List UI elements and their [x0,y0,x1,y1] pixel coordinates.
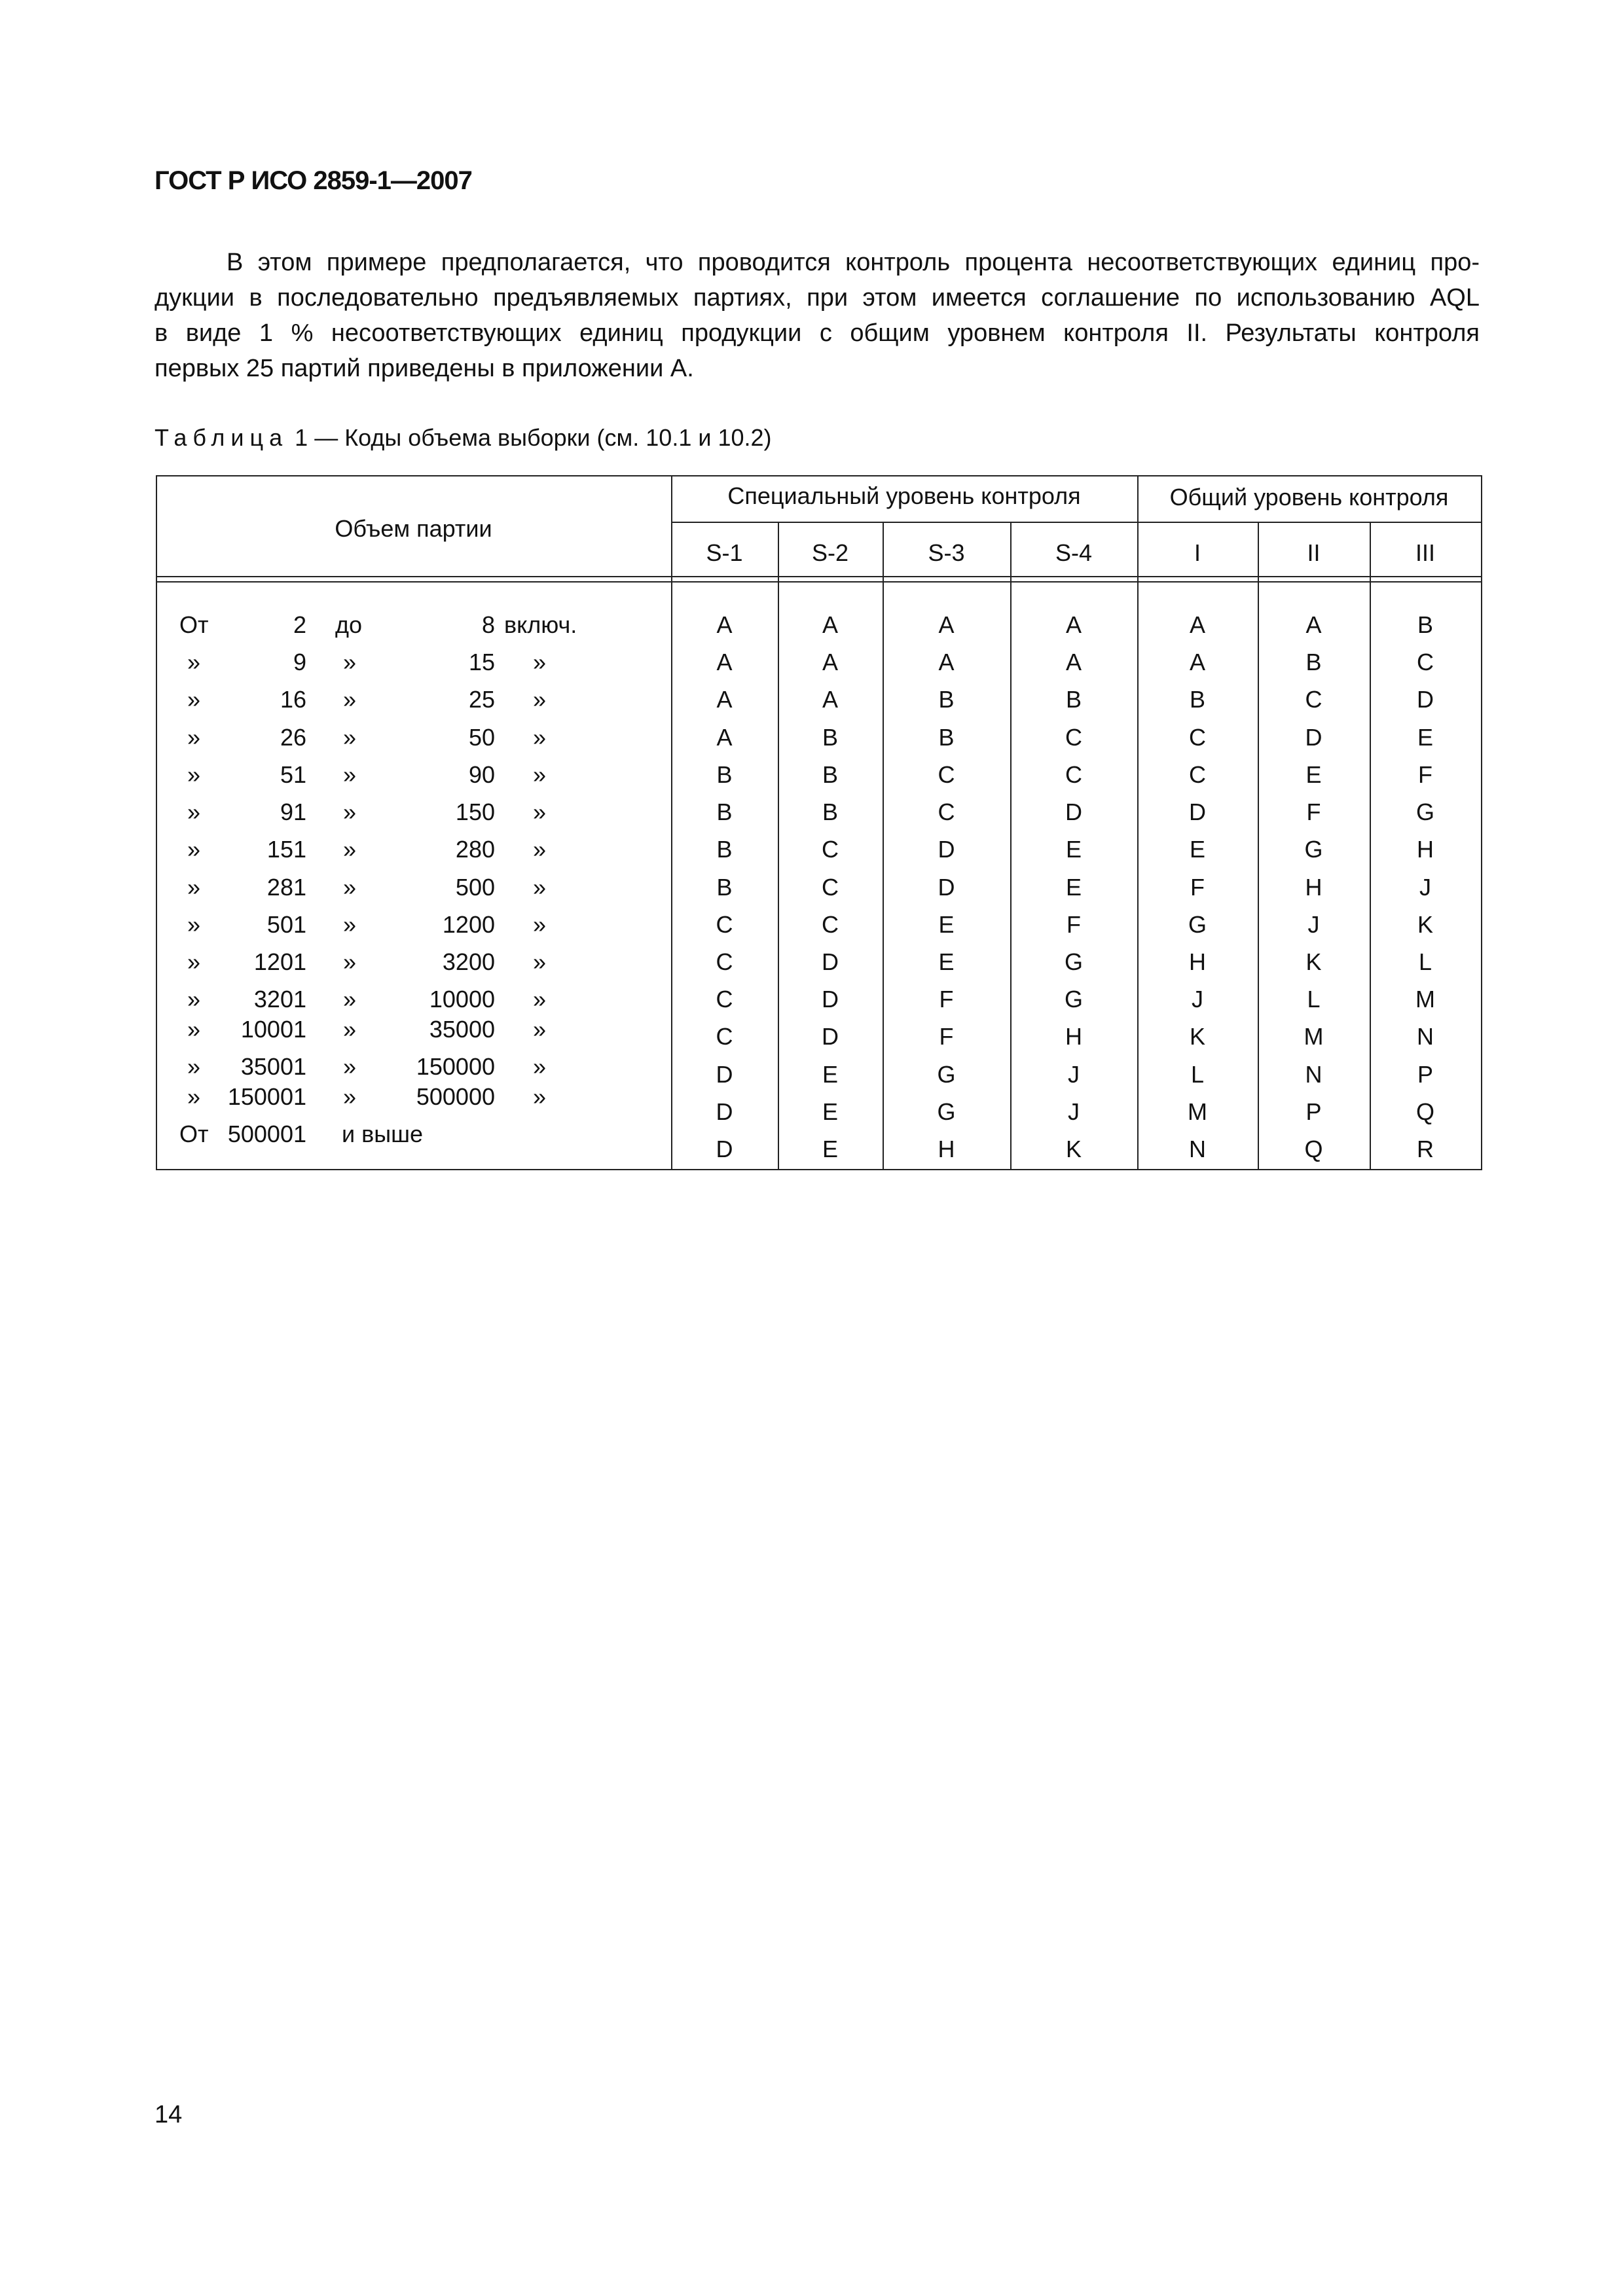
lot-suffix: » [532,874,547,901]
code-cell: E [822,1061,839,1088]
code-cell: R [1417,1136,1434,1162]
lot-prefix: » [187,874,201,901]
paragraph-line: дукции в последовательно предъявляемых партиях, при этом имеется соглашение по использованию AQL [155,284,1480,312]
code-cell: C [716,1023,733,1050]
lot-suffix: » [532,1016,547,1043]
lot-suffix: » [532,836,547,863]
lot-range-end: и выше [342,1121,424,1147]
code-cell: C [938,798,955,825]
table-border-top [156,475,1482,476]
lot-suffix: » [532,911,547,938]
code-cell: N [1305,1061,1322,1088]
code-cell: G [937,1061,956,1088]
code-cell: D [938,836,955,863]
code-cell: D [822,1023,839,1050]
lot-from: 501 [266,911,306,938]
code-cell: M [1415,986,1435,1013]
lot-prefix: » [187,649,201,675]
lot-prefix: » [187,761,201,788]
code-cell: J [1192,986,1203,1013]
code-cell: J [1068,1098,1080,1125]
column-header-s-1: S-1 [706,539,743,566]
lot-to: 150 [455,798,495,825]
code-cell: C [1305,686,1322,713]
code-cell: Q [1304,1136,1323,1162]
lot-separator: » [342,1016,357,1043]
lot-separator: » [342,948,357,975]
column-header-s-3: S-3 [928,539,965,566]
header-lot-size: Объем партии [335,515,492,542]
code-cell: E [938,911,955,938]
code-cell: E [938,948,955,975]
code-cell: J [1307,911,1320,938]
lot-suffix: включ. [504,611,577,638]
code-cell: H [1305,874,1322,901]
table-border-right [1481,475,1482,1170]
column-header-i: I [1194,539,1201,566]
code-cell: P [1305,1098,1322,1125]
code-cell: C [1417,649,1434,675]
paragraph-line: первых 25 партий приведены в приложении А. [155,355,694,382]
code-cell: J [1419,874,1431,901]
lot-suffix: » [532,761,547,788]
lot-prefix: » [187,1083,201,1110]
table-column-divider [778,522,779,1169]
lot-prefix: » [187,686,201,713]
lot-separator: до [335,611,363,638]
code-cell: G [1064,948,1084,975]
code-cell: D [1189,798,1206,825]
code-cell: G [1304,836,1323,863]
code-cell: D [716,1136,733,1162]
lot-from: 2 [293,611,306,638]
code-cell: H [1417,836,1434,863]
code-cell: H [1065,1023,1082,1050]
code-cell: D [716,1098,733,1125]
column-header-iii: III [1415,539,1436,566]
lot-to: 150000 [416,1053,495,1080]
code-cell: C [1065,724,1082,751]
lot-to: 280 [455,836,495,863]
code-cell: B [716,798,733,825]
code-cell: A [938,611,955,638]
code-cell: C [822,874,839,901]
lot-from: 51 [280,761,306,788]
code-cell: F [1306,798,1321,825]
lot-from: 1201 [253,948,306,975]
lot-separator: » [342,649,357,675]
code-cell: B [822,761,839,788]
lot-to: 1200 [442,911,495,938]
lot-to: 50 [468,724,495,751]
code-cell: D [938,874,955,901]
code-cell: D [822,948,839,975]
code-cell: A [1189,649,1206,675]
code-cell: C [938,761,955,788]
code-cell: E [1305,761,1322,788]
lot-from: 91 [280,798,306,825]
code-cell: B [938,686,955,713]
code-cell: B [716,761,733,788]
table-header-divider [671,522,1482,523]
code-cell: B [1305,649,1322,675]
code-cell: G [1064,986,1084,1013]
code-cell: A [716,611,733,638]
lot-from: 3201 [253,986,306,1013]
lot-prefix: » [187,724,201,751]
header-special-level: Специальный уровень контроля [727,482,1081,509]
code-cell: B [1417,611,1434,638]
lot-suffix: » [532,1083,547,1110]
code-cell: A [716,686,733,713]
lot-from: 16 [280,686,306,713]
lot-prefix: От [179,1121,209,1147]
code-cell: C [1189,761,1206,788]
table-caption [155,424,772,452]
body-paragraph [155,245,1480,386]
code-cell: N [1189,1136,1206,1162]
lot-prefix: От [179,611,209,638]
paragraph-line: в виде 1 % несоответствующих единиц продукции с общим уровнем контроля II. Результаты контроля [155,319,1480,347]
lot-suffix: » [532,724,547,751]
code-cell: B [938,724,955,751]
table-column-divider [671,475,672,1169]
code-cell: M [1188,1098,1207,1125]
code-cell: K [1189,1023,1206,1050]
code-cell: L [1190,1061,1205,1088]
code-cell: A [822,649,839,675]
code-cell: F [1190,874,1205,901]
column-header-s-4: S-4 [1055,539,1093,566]
lot-prefix: » [187,1053,201,1080]
table-column-divider [1370,522,1371,1169]
code-cell: B [716,874,733,901]
code-cell: L [1307,986,1321,1013]
lot-from: 9 [293,649,306,675]
column-header-s-2: S-2 [811,539,849,566]
lot-prefix: » [187,911,201,938]
code-cell: N [1417,1023,1434,1050]
table-column-divider [1010,522,1012,1169]
lot-separator: » [342,874,357,901]
code-cell: B [822,724,839,751]
code-cell: F [939,1023,954,1050]
code-cell: G [1415,798,1435,825]
table-column-divider [1258,522,1259,1169]
lot-suffix: » [532,649,547,675]
code-cell: K [1065,1136,1082,1162]
lot-from: 10001 [240,1016,306,1043]
code-cell: H [938,1136,955,1162]
code-cell: Q [1415,1098,1435,1125]
lot-prefix: » [187,986,201,1013]
lot-prefix: » [187,798,201,825]
table-column-divider [883,522,884,1169]
code-cell: E [1065,874,1082,901]
lot-separator: » [342,761,357,788]
lot-from: 500001 [227,1121,306,1147]
code-cell: A [1305,611,1322,638]
code-cell: B [822,798,839,825]
lot-to: 8 [481,611,495,638]
lot-prefix: » [187,1016,201,1043]
code-cell: D [1305,724,1322,751]
code-cell: A [716,649,733,675]
code-cell: D [1065,798,1082,825]
lot-to: 90 [468,761,495,788]
lot-suffix: » [532,686,547,713]
code-cell: D [716,1061,733,1088]
code-cell: C [716,911,733,938]
code-cell: G [937,1098,956,1125]
lot-from: 150001 [227,1083,306,1110]
code-cell: K [1305,948,1322,975]
lot-separator: » [342,1083,357,1110]
code-cell: A [1065,611,1082,638]
lot-separator: » [342,798,357,825]
code-cell: A [1065,649,1082,675]
table-border-bottom [156,1169,1482,1170]
code-cell: A [822,686,839,713]
code-cell: E [822,1098,839,1125]
lot-separator: » [342,836,357,863]
table-header-divider [156,581,1482,583]
code-cell: C [716,948,733,975]
lot-from: 26 [280,724,306,751]
code-cell: D [1417,686,1434,713]
lot-to: 10000 [429,986,495,1013]
code-cell: M [1304,1023,1324,1050]
code-cell: G [1188,911,1207,938]
code-cell: P [1417,1061,1434,1088]
lot-from: 281 [266,874,306,901]
table-column-divider [1137,475,1139,1169]
code-cell: B [1189,686,1206,713]
lot-to: 25 [468,686,495,713]
code-cell: F [1418,761,1432,788]
code-cell: H [1189,948,1206,975]
table-caption-text: 1 — Коды объема выборки (см. 10.1 и 10.2) [295,424,772,451]
lot-from: 151 [266,836,306,863]
lot-separator: » [342,986,357,1013]
code-cell: K [1417,911,1434,938]
code-cell: J [1068,1061,1080,1088]
lot-suffix: » [532,798,547,825]
document-header: ГОСТ Р ИСО 2859-1—2007 [155,166,472,195]
code-cell: C [822,911,839,938]
lot-to: 3200 [442,948,495,975]
code-cell: C [822,836,839,863]
column-header-ii: II [1307,539,1321,566]
code-cell: E [1417,724,1434,751]
code-cell: A [938,649,955,675]
lot-separator: » [342,686,357,713]
lot-separator: » [342,911,357,938]
code-cell: E [1189,836,1206,863]
table-caption-label: Таблица [155,424,289,451]
lot-to: 500000 [416,1083,495,1110]
lot-separator: » [342,1053,357,1080]
lot-to: 15 [468,649,495,675]
code-cell: C [716,986,733,1013]
code-cell: D [822,986,839,1013]
code-cell: E [822,1136,839,1162]
table-border-left [156,475,157,1170]
lot-to: 500 [455,874,495,901]
lot-prefix: » [187,948,201,975]
lot-suffix: » [532,948,547,975]
code-cell: E [1065,836,1082,863]
code-cell: B [716,836,733,863]
code-cell: F [1067,911,1081,938]
lot-to: 35000 [429,1016,495,1043]
lot-suffix: » [532,1053,547,1080]
code-cell: C [1189,724,1206,751]
code-cell: F [939,986,954,1013]
lot-from: 35001 [240,1053,306,1080]
code-cell: A [822,611,839,638]
lot-separator: » [342,724,357,751]
code-cell: C [1065,761,1082,788]
code-cell: B [1065,686,1082,713]
code-cell: L [1418,948,1432,975]
page-number: 14 [155,2101,183,2128]
header-general-level: Общий уровень контроля [1169,484,1449,511]
paragraph-line: В этом примере предполагается, что проводится контроль процента несоответствующих единиц про- [227,249,1480,276]
code-cell: A [716,724,733,751]
lot-prefix: » [187,836,201,863]
code-cell: A [1189,611,1206,638]
table-header-divider [156,576,1482,577]
lot-suffix: » [532,986,547,1013]
